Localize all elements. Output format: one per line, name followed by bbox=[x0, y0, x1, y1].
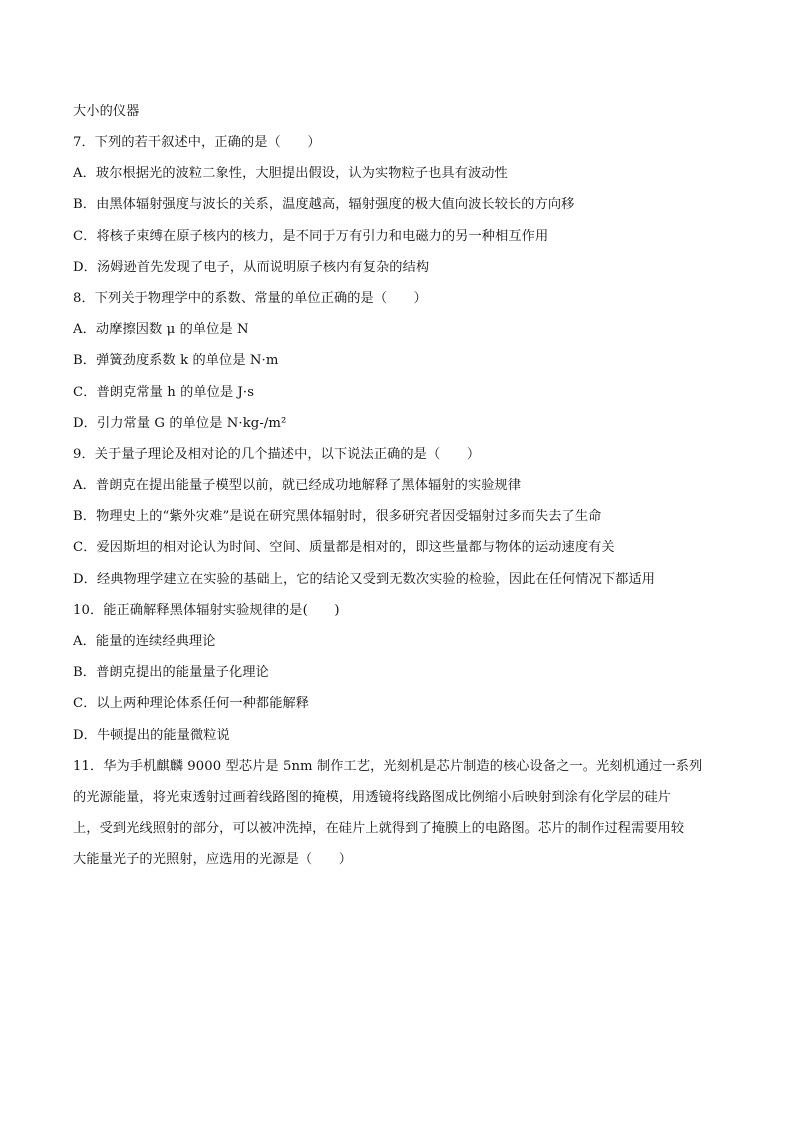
option-9c: C．爱因斯坦的相对论认为时间、空间、质量都是相对的，即这些量都与物体的运动速度有关 bbox=[73, 540, 615, 555]
option-8c: C．普朗克常量 h 的单位是 J·s bbox=[73, 385, 255, 400]
question-11-cont-2: 上，受到光线照射的部分，可以被冲洗掉，在硅片上就得到了掩膜上的电路图。芯片的制作过程需要用较 bbox=[73, 821, 685, 836]
option-10d: D．牛顿提出的能量微粒说 bbox=[73, 728, 230, 743]
question-11-cont-3: 大能量光子的光照射，应选用的光源是（ ） bbox=[73, 852, 353, 867]
option-10b: B．普朗克提出的能量量子化理论 bbox=[73, 665, 269, 680]
question-11-cont-1: 的光源能量，将光束透射过画着线路图的掩模，用透镜将线路图成比例缩小后映射到涂有化学层的硅片 bbox=[73, 790, 671, 805]
option-9a: A．普朗克在提出能量子模型以前，就已经成功地解释了黑体辐射的实验规律 bbox=[73, 478, 522, 493]
option-8a: A．动摩擦因数 μ 的单位是 N bbox=[73, 322, 249, 337]
option-8b: B．弹簧劲度系数 k 的单位是 N·m bbox=[73, 353, 279, 368]
option-7a: A．玻尔根据光的波粒二象性，大胆提出假设，认为实物粒子也具有波动性 bbox=[73, 166, 508, 181]
question-7: 7．下列的若干叙述中，正确的是（ ） bbox=[73, 135, 321, 150]
question-9: 9．关于量子理论及相对论的几个描述中，以下说法正确的是（ ） bbox=[73, 447, 481, 462]
option-7b: B．由黑体辐射强度与波长的关系，温度越高，辐射强度的极大值向波长较长的方向移 bbox=[73, 197, 575, 212]
option-7c: C．将核子束缚在原子核内的核力，是不同于万有引力和电磁力的另一种相互作用 bbox=[73, 229, 549, 244]
option-9b: B．物理史上的“紫外灾难”是说在研究黑体辐射时，很多研究者因受辐射过多而失去了生命 bbox=[73, 509, 602, 524]
question-8: 8．下列关于物理学中的系数、常量的单位正确的是（ ） bbox=[73, 291, 427, 306]
option-10c: C．以上两种理论体系任何一种都能解释 bbox=[73, 696, 310, 711]
option-7d: D．汤姆逊首先发现了电子，从而说明原子核内有复杂的结构 bbox=[73, 260, 430, 275]
question-11: 11．华为手机麒麟 9000 型芯片是 5nm 制作工艺，光刻机是芯片制造的核心设备之一。光刻机通过一系列 bbox=[73, 759, 703, 774]
text-line: 大小的仪器 bbox=[73, 104, 140, 119]
question-10: 10．能正确解释黑体辐射实验规律的是( ) bbox=[73, 603, 340, 618]
option-8d: D．引力常量 G 的单位是 N·kg-/m² bbox=[73, 416, 287, 431]
option-9d: D．经典物理学建立在实验的基础上，它的结论又受到无数次实验的检验，因此在任何情况下都适用 bbox=[73, 572, 656, 587]
option-10a: A．能量的连续经典理论 bbox=[73, 634, 216, 649]
